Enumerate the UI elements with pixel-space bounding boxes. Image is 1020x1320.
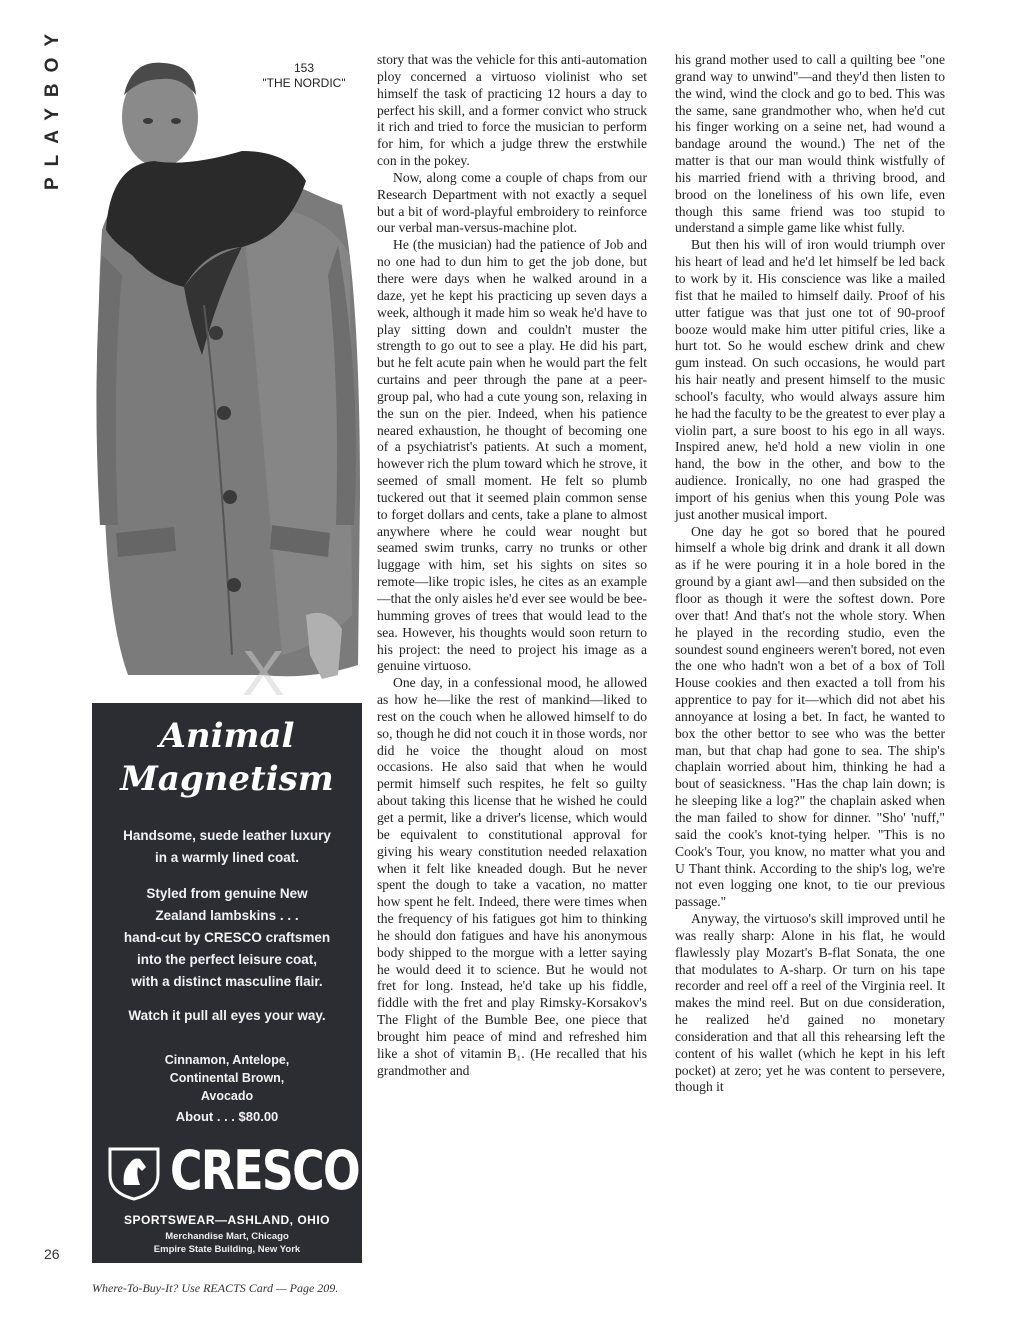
article-paragraph: But then his will of iron would triumph over his heart of lead and he'd let himself be led back to work by it. His conscience was like a mailed fist that he mailed to himself daily. Proof of his utter fatigue was that just one tot of 90-proof booze would make him utter pitiful cries, like a hurt tot. So he would eschew drink and chew gum instead. On such occasions, he would part his hair neatly and present himself to the music school's faculty, who would always assure him he had the faculty to be the greatest to ever play a violin part, a sure boost to his ego in all ways. Inspired anew, he'd hold a new violin in one hand, the bow in the other, and bow to the audience. Ironically, no one had grasped the import of his genius when this young Pole was just another musical import. bbox=[675, 237, 945, 522]
article-paragraph: Anyway, the virtuoso's skill improved until he was really sharp: Alone in his flat, he would flawlessly play Mozart's B-flat Sonata, the one that modulates to A-sharp. Or turn on his tape recorder and reel off a reel of the Virginia reel. It makes the mind reel. But on due consideration, he realized he'd gained no monetary consideration and that all this rehearsing left the content of his wallet (which he kept in his left pocket) at zero; yet he was content to persevere, though it bbox=[675, 911, 945, 1095]
model-name: "THE NORDIC" bbox=[262, 76, 346, 90]
model-number: 153 bbox=[293, 61, 315, 75]
magazine-name: PLAYBOY bbox=[42, 22, 63, 190]
article-paragraph: Now, along come a couple of chaps from our Research Department with not exactly a sequel but a bit of word-playful embroidery to reinforce our verbal man-versus-machine plot. bbox=[377, 169, 647, 236]
article-paragraph: One day he got so bored that he poured himself a whole big drink and drank it all down as if he were pouring it in a hole bored in the ground by a giant awl—and then subsided on the floor as though it were the softest down. Pore over that! And that's not the whole story. When he played in the recording studio, even the soundest sound engineers weren't bored, not even the one who hadn't won a bet of a box of Toll House cookies and then exacted a toll from his apprentice to pay for it—which did not abet his annoyance at losing a bet. In fact, he wanted to box the other bettor to see who was the better man, but that chap had gone to sea. The ship's chaplain worried about him, thinking he had a bout of seasickness. "Has the chap lain down; is he sleeping like a log?" the chaplain asked when the man failed to show for dinner. "Sho' 'nuff," said the cook's knot-tying helper. "This is no Cook's Tour, you know, no matter what you and U Thant think. According to the ship's log, we're not even logging one knot, to tie our previous passage." bbox=[675, 523, 945, 910]
article-column-2 bbox=[675, 52, 945, 1096]
article-paragraph: story that was the vehicle for this anti-automation ploy concerned a virtuoso violinist who set himself the task of practicing 12 hours a day to perfect his skill, and a former convict who struck it rich and tried to force the musician to perform for him, for which a judge threw the erstwhile con in the pokey. bbox=[377, 52, 647, 169]
ad-copy-line: with a distinct masculine flair. bbox=[131, 974, 323, 989]
brand-name: CRESCO bbox=[170, 1139, 360, 1202]
color-line: Continental Brown, bbox=[169, 1071, 285, 1085]
ad-price: About . . . $80.00 bbox=[175, 1109, 279, 1124]
cresco-horse-shield-icon bbox=[106, 1145, 162, 1201]
ad-copy-intro bbox=[98, 825, 356, 869]
ad-copy-line: Styled from genuine New bbox=[146, 886, 308, 901]
article-column-1 bbox=[377, 52, 647, 1079]
article-paragraph: One day, in a confessional mood, he allowed as how he—like the rest of mankind—liked to rest on the couch when he allowed himself to do so, though he did not couch it in those words, nor did he voice the thought aloud on most occasions. He also said that when he would permit himself such respites, he felt so guilty about taking this license that he wished he could get a permit, like a driver's license, which would be equivalent to constitutional approval for giving his weary constitution needed relaxation when it felt like kneaded dough. But he never spent the dough to take a vacation, no matter how spent he felt. Indeed, there were times when the frequency of his fatigues got him to thinking he should don fatigues and have his anonymous body shipped to the morgue with a letter saying he would deed it to science. But he would not fret for long. Instead, he'd take up his fiddle, fiddle with the fret and play Rimsky-Korsakov's The Flight of the Bumble Bee, one piece that brought him peace of mind and refreshed him like a shot of vitamin B₁. (He recalled that his grandmother and bbox=[377, 675, 647, 1078]
color-line: Avocado bbox=[200, 1089, 254, 1103]
ad-copy-line: Handsome, suede leather luxury bbox=[123, 828, 331, 843]
page-footer: Where-To-Buy-It? Use REACTS Card — Page 209. bbox=[92, 1281, 339, 1295]
ad-headline bbox=[92, 715, 362, 801]
brand-address-new-york: Empire State Building, New York bbox=[153, 1244, 301, 1255]
coat-illustration bbox=[92, 55, 362, 703]
ad-color-options bbox=[102, 1051, 352, 1105]
article-paragraph: He (the musician) had the patience of Job and no one had to dun him to get the job done, but there were days when he walked around in a daze, yet he kept his practicing up seven days a week, although it made him so weak he'd have to play sitting down and couldn't muster the strength to go out to see a play. He did his part, but he felt acute pain when he would part the felt curtains and peer through the pane at a peer-group pal, who had a cute young son, relaxing in the sun on the pier. Indeed, when his patience neared exhaustion, he thought of becoming one of a psychiatrist's patients. At such a moment, however rich the plum toward which he strove, it seemed of small moment. He felt so plumb tuckered out that it seemed plain common sense to forget dollars and cents, take a plane to almost anywhere where he could wear nought but seamed swim trunks, carry no trunks or other luggage with him, set his sights on sites so remote—like tropic isles, he cites as an example—that the only aisles he'd ever see would be bee-humming groves of trees that would lead to the sea. However, his thoughts would soon return to his project: the need to project his image as a genuine virtuoso. bbox=[377, 237, 647, 674]
headline-line-2: Magnetism bbox=[120, 759, 334, 799]
model-label bbox=[254, 61, 354, 91]
ad-copy-line: hand-cut by CRESCO craftsmen bbox=[123, 930, 331, 945]
article-paragraph: his grand mother used to call a quilting bee "one grand way to unwind"—and they'd then listen to the wind, wind the clock and go to bed. This was the same, sane grandmother who, when he'd cut his finger working on a seine net, had wound a bandage around the wound.) The net of the matter is that our man would think wistfully of his married friend with a thriving brood, and brood on the loneliness of his own life, even though this same friend was too stupid to understand a simple game like whist fully. bbox=[675, 52, 945, 236]
ad-copy-line: into the perfect leisure coat, bbox=[136, 952, 318, 967]
color-line: Cinnamon, Antelope, bbox=[164, 1053, 290, 1067]
ad-copy-closing: Watch it pull all eyes your way. bbox=[128, 1008, 326, 1023]
brand-address-chicago: Merchandise Mart, Chicago bbox=[165, 1231, 289, 1242]
ad-copy-line: in a warmly lined coat. bbox=[154, 850, 300, 865]
brand-tagline: SPORTSWEAR—ASHLAND, OHIO bbox=[123, 1213, 330, 1227]
headline-line-1: Animal bbox=[159, 716, 295, 756]
cresco-advertisement bbox=[92, 55, 362, 1263]
ad-copy-line: Zealand lambskins . . . bbox=[155, 908, 299, 923]
page-number: 26 bbox=[44, 1246, 60, 1262]
magazine-running-head bbox=[42, 22, 78, 200]
svg-text:X: X bbox=[242, 637, 285, 703]
brand-row bbox=[104, 1139, 360, 1203]
ad-copy-body bbox=[98, 883, 356, 993]
ad-photo-man-in-suede-coat bbox=[92, 55, 362, 703]
